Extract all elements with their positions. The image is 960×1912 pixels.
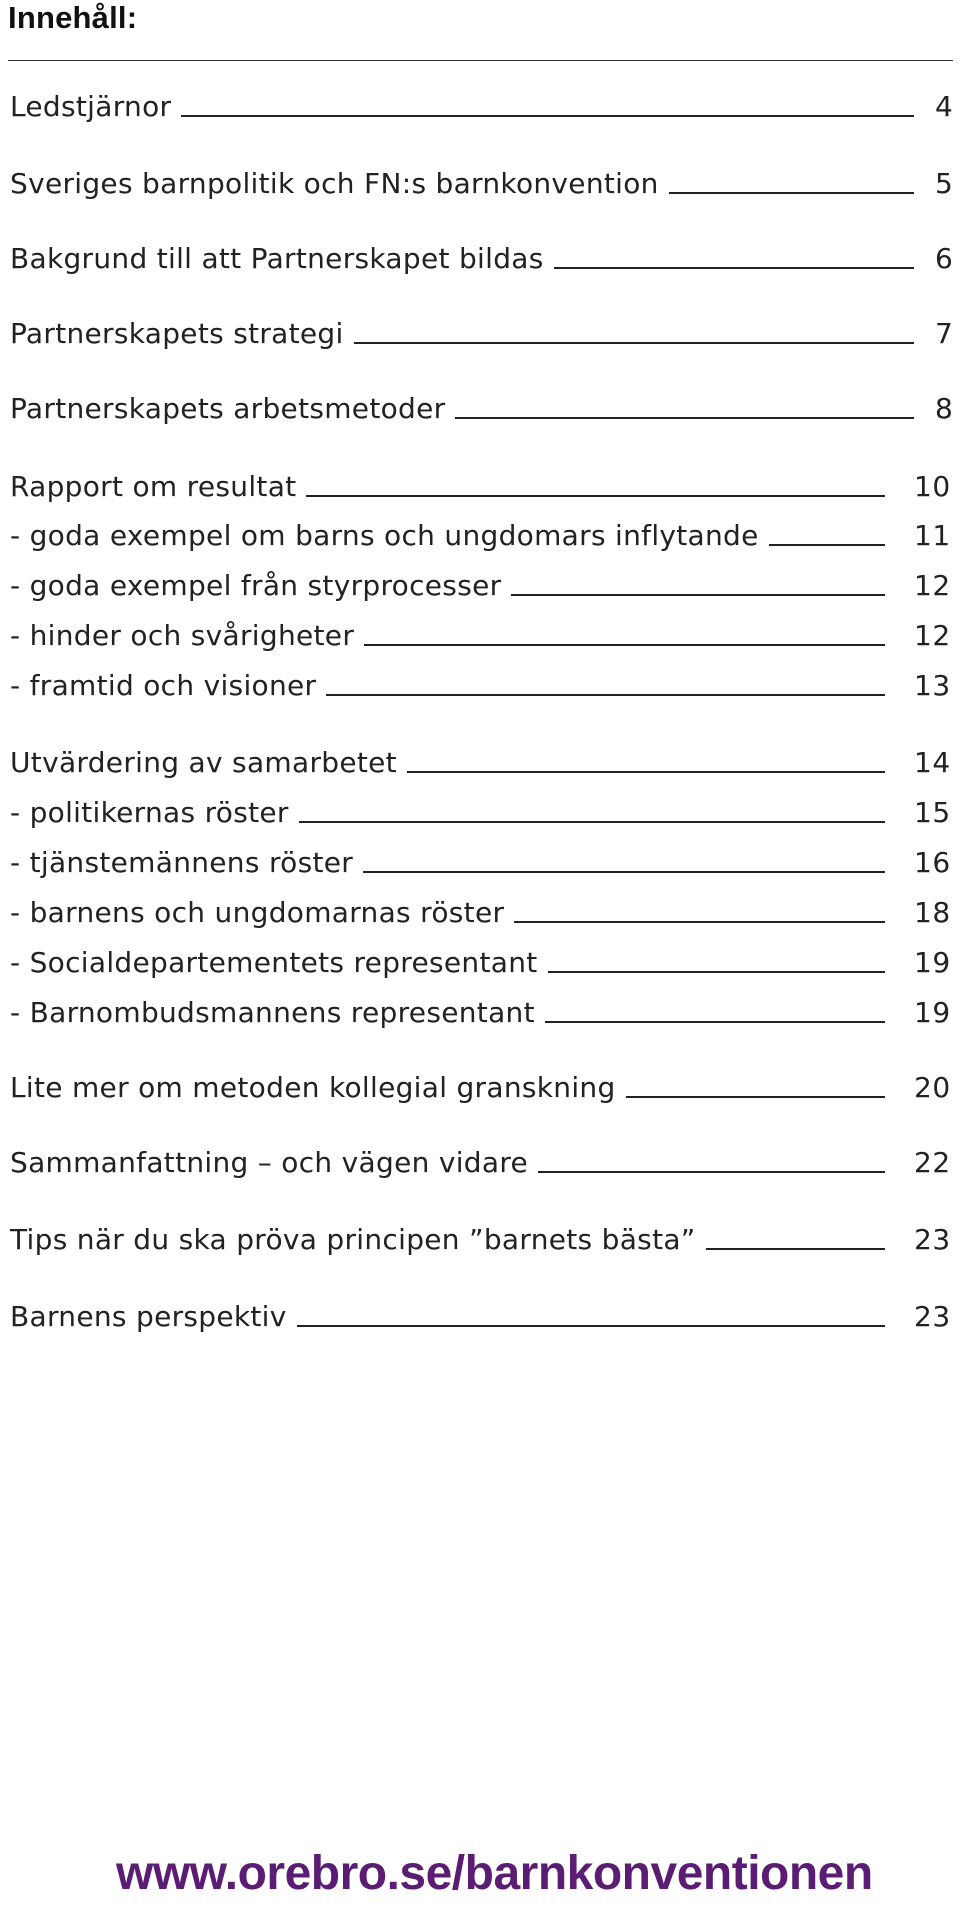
toc-leader-line: [669, 192, 914, 194]
toc-page-number: 14: [914, 746, 951, 779]
toc-page-number: 8: [935, 392, 954, 425]
toc-row[interactable]: [10, 470, 950, 506]
toc-entry-title: Sveriges barnpolitik och FN:s barnkonvention: [10, 167, 659, 200]
toc-page-number: 23: [914, 1223, 951, 1256]
toc-row[interactable]: [10, 746, 950, 782]
toc-page-number: 4: [935, 90, 954, 123]
toc-entry-title: - Barnombudsmannens representant: [10, 996, 535, 1029]
toc-row[interactable]: [10, 846, 950, 882]
toc-leader-line: [511, 594, 885, 596]
toc-leader-line: [554, 267, 914, 269]
toc-entry-title: - politikernas röster: [10, 796, 289, 829]
page-title: Innehåll:: [8, 0, 138, 35]
toc-page-number: 12: [914, 569, 951, 602]
toc-row[interactable]: [10, 90, 954, 126]
toc-leader-line: [299, 821, 885, 823]
toc-page-number: 15: [914, 796, 951, 829]
toc-leader-line: [326, 694, 885, 696]
toc-leader-line: [455, 417, 914, 419]
toc-leader-line: [769, 544, 885, 546]
toc-row[interactable]: [10, 619, 950, 655]
toc-row[interactable]: [10, 669, 950, 705]
toc-leader-line: [548, 971, 885, 973]
toc-entry-title: Bakgrund till att Partnerskapet bildas: [10, 242, 544, 275]
toc-page-number: 23: [914, 1300, 951, 1333]
toc-page-number: 19: [914, 946, 951, 979]
toc-row[interactable]: [10, 167, 954, 203]
toc-leader-line: [626, 1096, 885, 1098]
toc-row[interactable]: [10, 569, 950, 605]
toc-page-number: 20: [914, 1071, 951, 1104]
toc-entry-title: Barnens perspektiv: [10, 1300, 287, 1333]
toc-row[interactable]: [10, 896, 950, 932]
toc-entry-title: Lite mer om metoden kollegial granskning: [10, 1071, 616, 1104]
toc-row[interactable]: [10, 519, 950, 555]
toc-leader-line: [364, 644, 885, 646]
toc-page-number: 16: [914, 846, 951, 879]
toc-entry-title: - Socialdepartementets representant: [10, 946, 538, 979]
toc-row[interactable]: [10, 1071, 950, 1107]
toc-page-number: 18: [914, 896, 951, 929]
toc-leader-line: [306, 495, 885, 497]
toc-row[interactable]: [10, 1300, 950, 1336]
toc-leader-line: [706, 1248, 885, 1250]
toc-page-number: 7: [935, 317, 954, 350]
toc-entry-title: Partnerskapets strategi: [10, 317, 344, 350]
toc-entry-title: - barnens och ungdomarnas röster: [10, 896, 505, 929]
toc-page-number: 10: [914, 470, 951, 503]
toc-leader-line: [514, 921, 885, 923]
toc-leader-line: [363, 871, 885, 873]
toc-page-number: 22: [914, 1146, 951, 1179]
toc-page-number: 13: [914, 669, 951, 702]
toc-page-number: 5: [935, 167, 954, 200]
toc-entry-title: - goda exempel från styrprocesser: [10, 569, 502, 602]
toc-leader-line: [538, 1171, 885, 1173]
toc-entry-title: Rapport om resultat: [10, 470, 297, 503]
toc-entry-title: Partnerskapets arbetsmetoder: [10, 392, 446, 425]
toc-entry-title: - tjänstemännens röster: [10, 846, 354, 879]
toc-leader-line: [354, 342, 914, 344]
toc-row[interactable]: [10, 796, 950, 832]
toc-leader-line: [297, 1325, 885, 1327]
toc-row[interactable]: [10, 317, 954, 353]
toc-entry-title: Tips när du ska pröva principen ”barnets bästa”: [10, 1223, 696, 1256]
website-link[interactable]: www.orebro.se/barnkonventionen: [116, 1847, 873, 1900]
toc-entry-title: - framtid och visioner: [10, 669, 317, 702]
toc-entry-title: Utvärdering av samarbetet: [10, 746, 397, 779]
toc-leader-line: [407, 771, 885, 773]
toc-leader-line: [181, 115, 914, 117]
toc-leader-line: [545, 1021, 885, 1023]
toc-page-number: 12: [914, 619, 951, 652]
toc-row[interactable]: [10, 996, 950, 1032]
toc-page-number: 6: [935, 242, 954, 275]
toc-page-number: 19: [914, 996, 951, 1029]
toc-entry-title: Sammanfattning – och vägen vidare: [10, 1146, 529, 1179]
toc-page-number: 11: [914, 519, 951, 552]
toc-entry-title: Ledstjärnor: [10, 90, 172, 123]
toc-row[interactable]: [10, 242, 954, 278]
toc-entry-title: - hinder och svårigheter: [10, 619, 355, 652]
toc-row[interactable]: [10, 1146, 950, 1182]
toc-row[interactable]: [10, 392, 954, 428]
toc-entry-title: - goda exempel om barns och ungdomars inflytande: [10, 519, 759, 552]
toc-row[interactable]: [10, 1223, 950, 1259]
toc-row[interactable]: [10, 946, 950, 982]
